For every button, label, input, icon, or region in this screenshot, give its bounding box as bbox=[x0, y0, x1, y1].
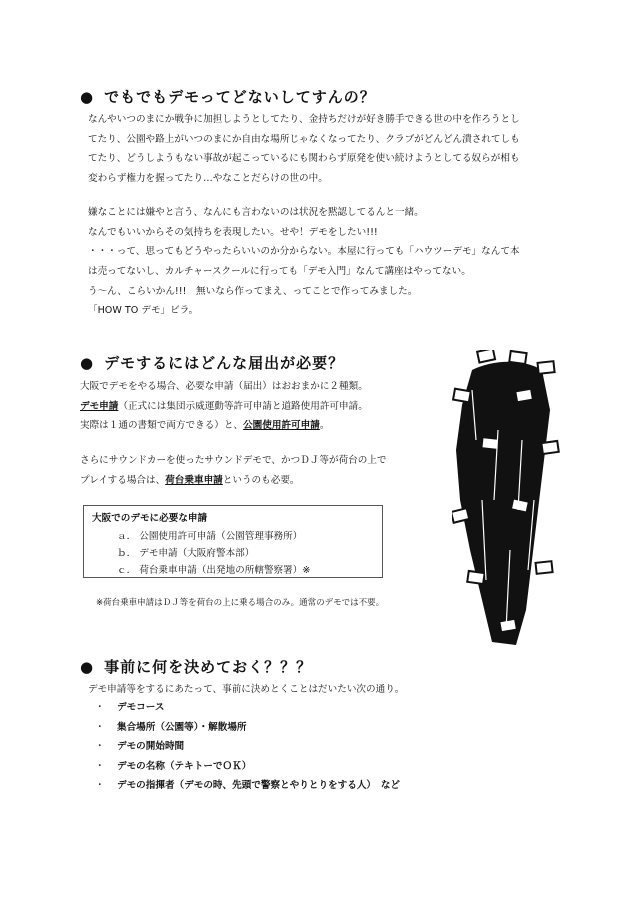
bold-term: 公園使用許可申請 bbox=[243, 420, 320, 432]
text-line: てたり、どうしようもない事故が起こっているにも関わらず原発を使い続けようとしてる奴らが相も bbox=[88, 153, 520, 165]
list-item-label: 集合場所（公園等）・解散場所 bbox=[117, 721, 247, 733]
list-item bbox=[95, 757, 400, 777]
box-title: 大阪でのデモに必要な申請 bbox=[92, 513, 208, 524]
list-item-label: デモの指揮者（デモの時、先頭で警察とやりとりをする人） など bbox=[117, 780, 401, 792]
text-line: 「HOW TO デモ」ビラ。 bbox=[88, 305, 199, 317]
text-line: なんでもいいからその気持ちを表現したい。せや！デモをしたい!!! bbox=[88, 226, 378, 238]
bullet-icon: ・ bbox=[95, 721, 105, 733]
text-line: は売ってないし、カルチャースクールに行っても「デモ入門」なんて講座はやってない。 bbox=[88, 266, 471, 278]
text-line: ・・・って、思ってもどうやったらいいのか分からない。本屋に行っても「ハウツーデモ」なんて本 bbox=[88, 246, 520, 258]
list-item bbox=[95, 737, 400, 757]
text-span: プレイする場合は、 bbox=[80, 474, 166, 486]
text-line: てたり、公園や路上がいつのまにか自由な場所じゃなくなってたり、クラブがどんどん潰されてしも bbox=[88, 133, 520, 145]
text-span: 実際は１通の書類で両方できる）と、 bbox=[80, 420, 244, 432]
section-heading-decide bbox=[80, 656, 312, 677]
text-span: （正式には集団示威運動等許可申請と道路使用許可申請。 bbox=[118, 400, 368, 412]
applications-paragraph bbox=[80, 377, 368, 436]
bullet-icon: ● bbox=[80, 88, 95, 106]
text-line: さらにサウンドカーを使ったサウンドデモで、かつＤＪ等が荷台の上で bbox=[80, 455, 387, 466]
bold-term: 荷台乗車申請 bbox=[165, 474, 223, 486]
sound-demo-paragraph bbox=[80, 451, 387, 490]
list-item bbox=[95, 776, 400, 796]
section-heading-why-demo bbox=[80, 86, 376, 107]
section-heading-applications bbox=[80, 352, 344, 373]
section-heading-text: デモするにはどんな届出が必要？ bbox=[104, 354, 345, 372]
text-span: 。 bbox=[319, 420, 330, 432]
footnote: ※荷台乗車申請はＤＪ等を荷台の上に乗る場合のみ。通常のデモでは不要。 bbox=[96, 598, 385, 608]
text-line bbox=[80, 397, 368, 417]
required-applications-box bbox=[83, 505, 383, 578]
box-item: ｂ． デモ申請（大阪府警本部） bbox=[117, 548, 255, 559]
text-line: なんやいつのまにか戦争に加担しようとしてたり、金持ちだけが好き勝手できる世の中を作ろうとし bbox=[88, 114, 520, 125]
decide-list bbox=[95, 698, 400, 796]
bullet-icon: ● bbox=[80, 354, 95, 372]
bullet-icon: ・ bbox=[95, 741, 105, 753]
text-line: 変わらず権力を握ってたり…やなことだらけの世の中。 bbox=[88, 173, 328, 185]
crowd-illustration bbox=[452, 350, 562, 650]
section-heading-text: 事前に何を決めておく？？？ bbox=[104, 658, 313, 676]
list-item bbox=[95, 698, 400, 718]
box-item: ｃ． 荷台乗車申請（出発地の所轄警察署）※ bbox=[117, 565, 311, 576]
text-line: デモ申請等をするにあたって、事前に決めとくことはだいたい次の通り。 bbox=[88, 684, 405, 695]
box-item: ａ． 公園使用許可申請（公園管理事務所） bbox=[117, 531, 303, 542]
bold-term: デモ申請 bbox=[80, 400, 119, 412]
text-line: 大阪でデモをやる場合、必要な申請（届出）はおおまかに２種類。 bbox=[80, 381, 368, 392]
text-line bbox=[80, 416, 368, 436]
list-item-label: デモの開始時間 bbox=[117, 741, 185, 753]
bullet-icon: ・ bbox=[95, 702, 105, 713]
motivation-paragraph bbox=[88, 203, 520, 321]
text-line: 嫌なことには嫌やと言う、なんにも言わないのは状況を黙認してるんと一緒。 bbox=[88, 207, 424, 218]
section-heading-text: でもでもデモってどないしてすんの？ bbox=[104, 88, 376, 106]
bullet-icon: ・ bbox=[95, 760, 105, 772]
decide-intro bbox=[88, 680, 404, 700]
bullet-icon: ・ bbox=[95, 780, 105, 792]
intro-paragraph bbox=[88, 110, 520, 189]
text-line: う〜ん、こらいかん!!! 無いなら作ってまえ、ってことで作ってみました。 bbox=[88, 285, 418, 297]
text-line bbox=[80, 471, 387, 491]
bullet-icon: ● bbox=[80, 658, 95, 676]
text-span: というのも必要。 bbox=[222, 474, 300, 486]
list-item bbox=[95, 718, 400, 738]
list-item-label: デモコース bbox=[117, 702, 165, 713]
list-item-label: デモの名称（テキトーでＯＫ） bbox=[117, 760, 252, 772]
